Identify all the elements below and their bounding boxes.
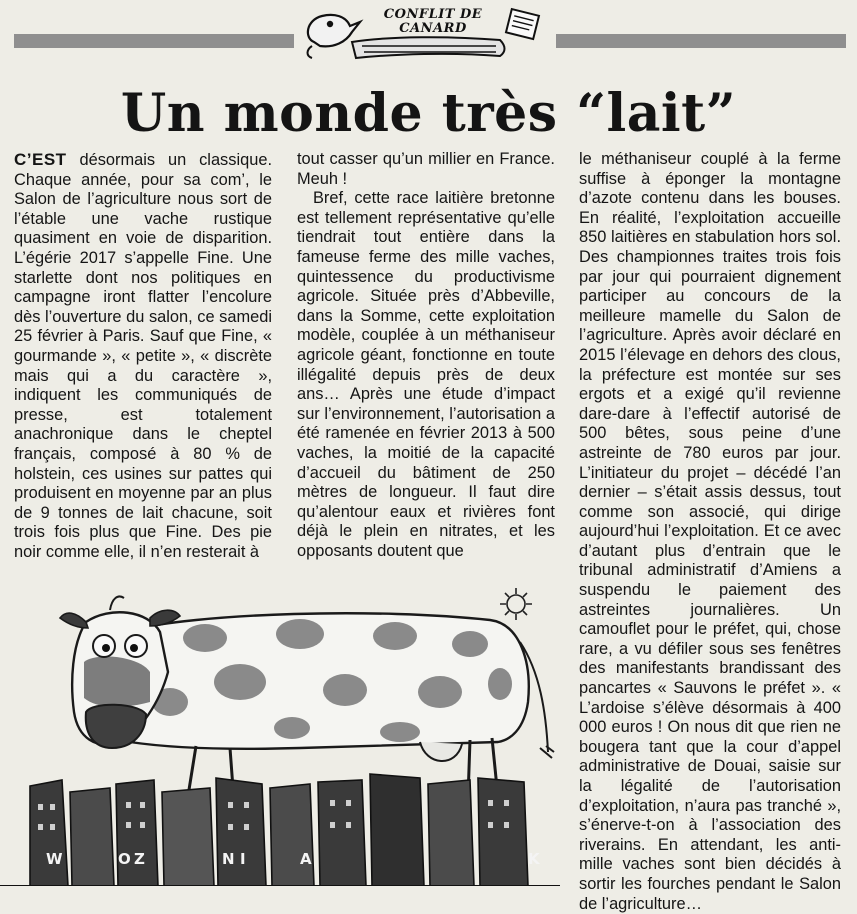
sun-icon (500, 588, 532, 620)
headline: Un monde très “lait” (120, 83, 737, 144)
article-column-2 (297, 150, 555, 561)
rubric-line-1: CONFLIT DE (383, 7, 483, 22)
column-2-paragraph-2: Bref, cette race laitière bretonne est tellement représentative qu’elle tiendrait tout entière dans la fameuse ferme des mille vaches, quintessence du productivisme agricole. Située près d’Abbeville, dans la Somme, cette exploitation modèle, couplée à un méthaniseur agricole géant, fonctionne en toute illégalité depuis près de deux ans… Après une étude d’impact sur l’environnement, l’autorisation a été ramenée en février 2013 à 500 vaches, la moitié de la capacité d’accueil du bâtiment de 250 mètres de longueur. Il faut dire qu’alentour eaux et rivières font déjà le plein en nitrates, et les opposants doutent que (297, 189, 555, 560)
cow-illustration (0, 552, 560, 886)
signature-letter: N (222, 850, 235, 868)
signature-letter: W (46, 850, 63, 868)
column-3-text: le méthaniseur couplé à la ferme suffise à éponger la montagne d’azote contenu dans les bouses. En réalité, l’exploitation accueille 850 laitières en stabulation hors sol. Des championnes traites trois fois par jour qui pourraient dignement participer au concours de la meilleure mamelle du Salon de l’agriculture. Après avoir déclaré en 2015 l’élevage en dehors des clous, la préfecture est montée sur ses ergots et a exigé qu’il revienne dare-dare à l’effectif autorisé de 500 bêtes, sous peine d’une astreinte de 780 euros par jour. L’initiateur du projet – décédé l’an dernier – s’était assis dessus, tout comme son associé, qui dirige aujourd’hui l’exploitation. Et ce avec d’autant plus d’entrain que le tribunal administratif d’Amiens a suspendu le paiement des astreintes journalières. Un camouflet pour le préfet, qui, chose rare, a vu défiler sous ses fenêtres des manifestants brandissant des pancartes « Sauvons le préfet ». « L’ardoise s’élève désormais à 400 000 euros ! On nous dit que rien ne bougera tant que la cour d’appel administrative de Douai, saisie sur la légalité de l’autorisation d’exploitation, n’aura pas tranché », s’énerve-t-on à l’association des riverains. En attendant, les anti-mille vaches sont bien décidés à sortir les fourches pendant le Salon de l’agriculture… (579, 150, 841, 913)
signature-letter: Z (134, 850, 145, 868)
rubric-logo (300, 2, 550, 60)
signature-letter: A (300, 850, 312, 868)
rubric-title (358, 8, 508, 36)
article-column-3 (579, 150, 841, 914)
rubric-line-2: CANARD (399, 21, 467, 36)
header-rule-left (14, 34, 294, 48)
signature-letter: I (240, 850, 246, 868)
lead-word: C’EST (14, 150, 67, 169)
column-1-text: désormais un classique. Chaque année, pour sa com’, le Salon de l’agriculture nous sort de l’étable une vache rustique quasiment en voie de disparition. L’égérie 2017 s’appelle Fine. Une starlette dont nos politiques en campagne iront flatter l’encolure dès l’ouverture du salon, ce samedi 25 février à Paris. Sauf que Fine, « gourmande », « petite », « discrète mais qui a du caractère », indiquent les communiqués de presse, est totalement anachronique dans le cheptel français, composé à 80 % de holstein, ces usines sur pattes qui produisent en moyenne par an plus de 9 tonnes de lait chacune, soit trois fois plus que Fine. Des pie noir comme elle, il n’en resterait à (14, 151, 272, 561)
article-column-1 (14, 150, 272, 562)
header-rule-right (556, 34, 846, 48)
signature-letter: K (528, 850, 540, 868)
cow-drawing-icon (0, 552, 560, 886)
column-2-paragraph-1: tout casser qu’un millier en France. Meuh ! (297, 150, 555, 188)
signature-letter: O (118, 850, 131, 868)
